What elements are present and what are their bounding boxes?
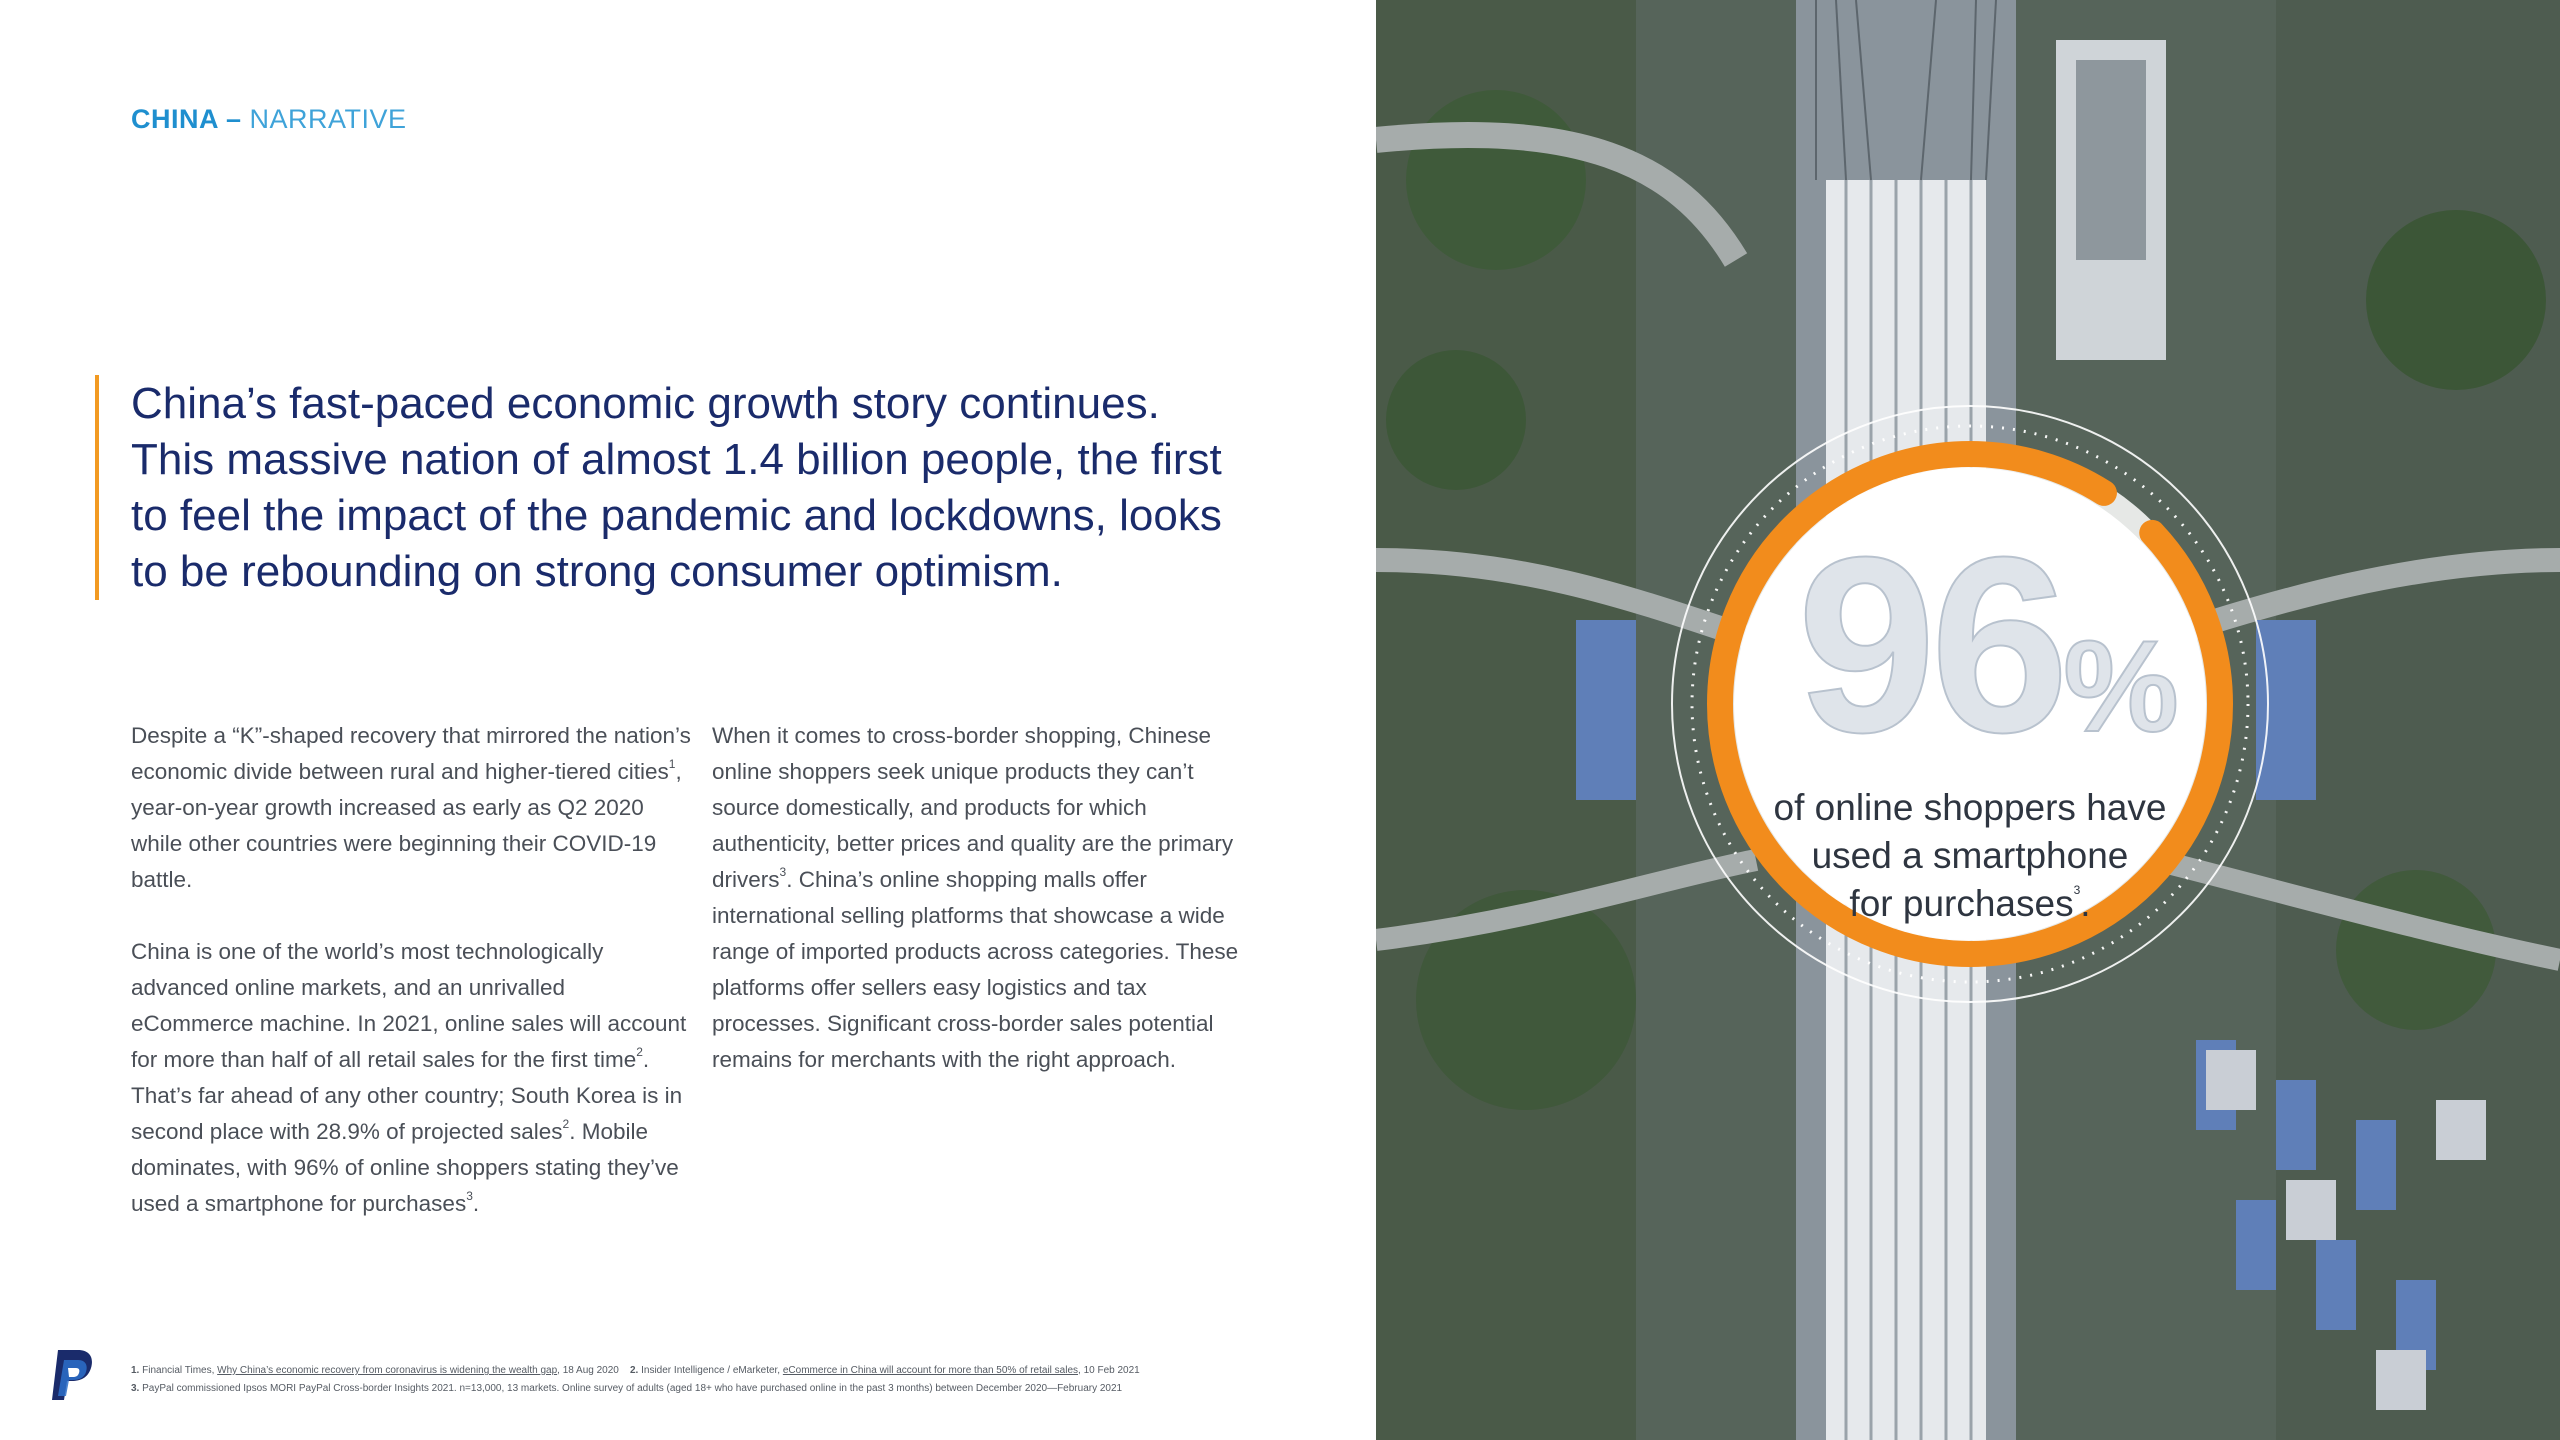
paragraph xyxy=(712,718,1252,1078)
text: , year-on-year growth increased as early as Q2 2020 while other countries were beginning their COVID-19 battle. xyxy=(131,759,682,892)
text: China is one of the world’s most technologically advanced online markets, and an unrivalled eCommerce machine. In 2021, online sales will account for more than half of all retail sales for the first time xyxy=(131,939,687,1072)
stat-caption xyxy=(1730,784,2210,928)
footnote-text: , 18 Aug 2020 xyxy=(557,1365,619,1376)
paragraph xyxy=(131,934,691,1222)
footnote-text: PayPal commissioned Ipsos MORI PayPal Cross-border Insights 2021. n=13,000, 13 markets. Online survey of adults (aged 18+ who have purchased online in the past 3 months) between December 2020—February 2021 xyxy=(142,1383,1123,1394)
footnote-row xyxy=(131,1362,1281,1380)
footnote-link[interactable]: Why China’s economic recovery from coronavirus is widening the wealth gap xyxy=(217,1365,558,1376)
footnote-ref: 3 xyxy=(2073,883,2081,897)
footnote-ref: 3 xyxy=(779,865,787,879)
footnote-number: 1. xyxy=(131,1365,140,1376)
footnote-ref: 3 xyxy=(466,1189,473,1203)
text: . Mobile dominates, with 96% of online shoppers stating they’ve used a smartphone for purchases xyxy=(131,1119,679,1216)
text: When it comes to cross-border shopping, Chinese online shoppers seek unique products they can’t source domestically, and products for which authenticity, better prices and quality are the primary drivers xyxy=(712,723,1234,892)
stat-caption-line: of online shoppers have xyxy=(1773,787,2167,828)
footnote-number: 2. xyxy=(630,1365,639,1376)
text: . China’s online shopping malls offer international selling platforms that showcase a wide range of imported products across categories. These platforms offer sellers easy logistics and tax processes. Significant cross-border sales potential remains for merchants with the right approach. xyxy=(712,867,1239,1072)
stat-unit: % xyxy=(2063,613,2179,759)
section-label-type: NARRATIVE xyxy=(249,104,407,134)
footnotes xyxy=(131,1362,1281,1398)
text: Despite a “K”-shaped recovery that mirrored the nation’s economic divide between rural and higher-tiered cities xyxy=(131,723,691,784)
footnote-text: Insider Intelligence / eMarketer, xyxy=(641,1365,781,1376)
pull-quote-headline: China’s fast-paced economic growth story continues. This massive nation of almost 1.4 billion people, the first to feel the impact of the pandemic and lockdowns, looks to be rebounding on strong consumer optimism. xyxy=(131,379,1222,596)
pull-quote-bar xyxy=(95,375,99,600)
section-label-country: CHINA – xyxy=(131,104,242,134)
footnote-ref: 2 xyxy=(636,1045,643,1059)
text: . xyxy=(2080,883,2091,924)
footnote-number: 3. xyxy=(131,1383,140,1394)
text: . That’s far ahead of any other country; South Korea is in second place with 28.9% of projected sales xyxy=(131,1047,683,1144)
body-column-2 xyxy=(712,718,1252,1114)
footnote-text: , 10 Feb 2021 xyxy=(1078,1365,1140,1376)
stat-caption-line xyxy=(1730,880,2210,928)
paragraph xyxy=(131,718,691,898)
footnote-row xyxy=(131,1380,1281,1398)
stat-number: 96 xyxy=(1797,505,2064,784)
text: . xyxy=(472,1191,480,1216)
section-label xyxy=(131,104,407,135)
stat-value xyxy=(1768,505,2208,811)
stat-caption-line: used a smartphone xyxy=(1811,835,2129,876)
footnote-ref: 2 xyxy=(562,1117,570,1131)
paypal-logo-icon xyxy=(48,1348,96,1402)
footnote-link[interactable]: eCommerce in China will account for more than 50% of retail sales xyxy=(782,1365,1079,1376)
footnote-ref: 1 xyxy=(668,757,676,771)
footnote-text: Financial Times, xyxy=(142,1365,215,1376)
text: for purchases xyxy=(1849,883,2074,924)
body-column-1 xyxy=(131,718,691,1258)
